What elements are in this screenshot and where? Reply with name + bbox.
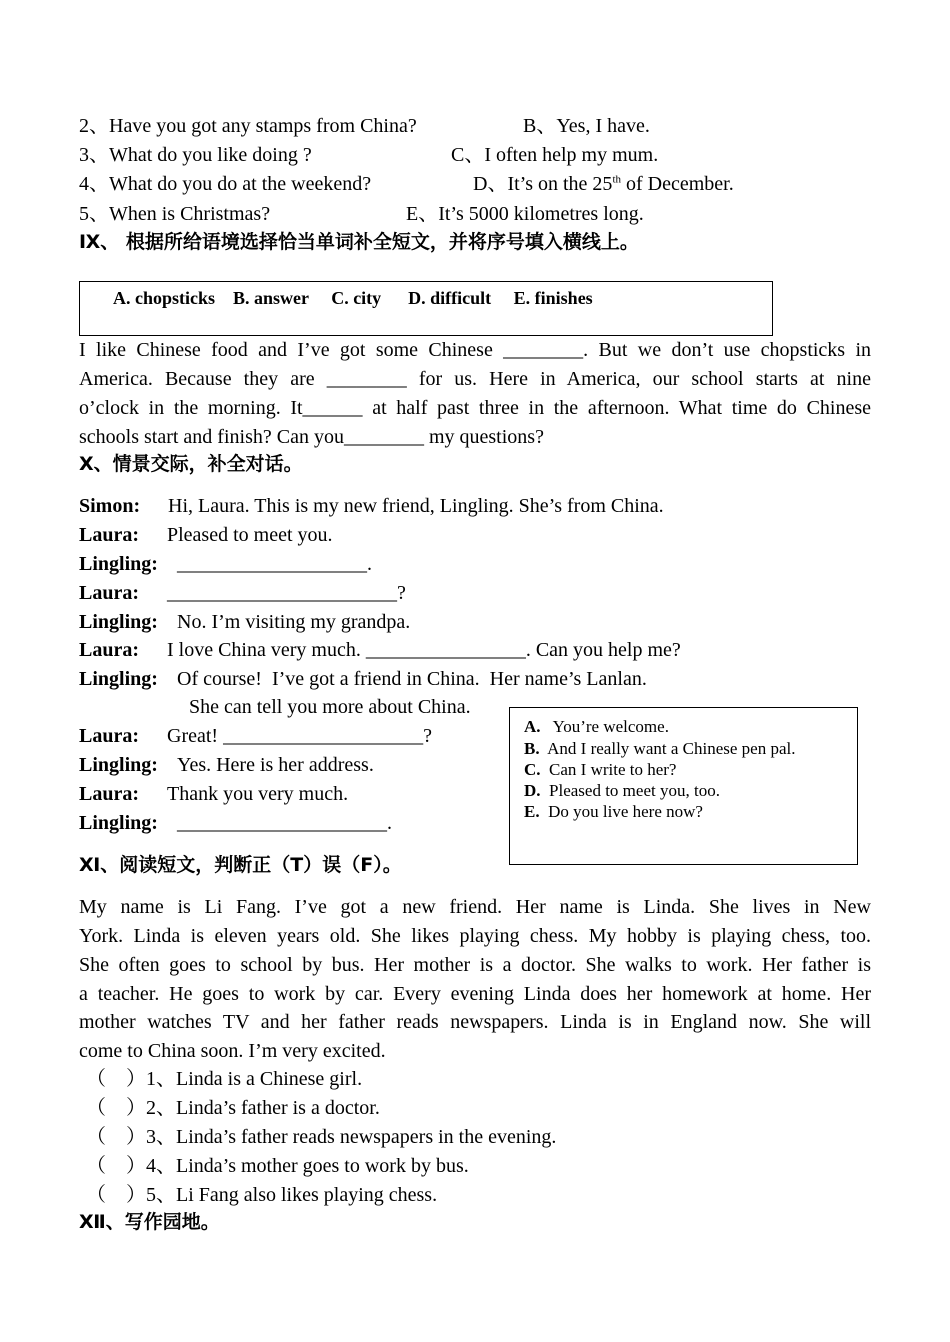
matching-question: 4、What do you do at the weekend? xyxy=(79,173,372,195)
option-item: D. Pleased to meet you, too. xyxy=(524,781,720,800)
tf-statement[interactable]: （ ）5、Li Fang also likes playing chess. xyxy=(86,1184,438,1206)
passage-11-line: York. Linda is eleven years old. She likes playing chess. My hobby is playing chess, too. xyxy=(79,925,871,947)
word-bank: A. chopsticks B. answer C. city D. difficult E. finishes xyxy=(113,288,593,308)
dialogue-speaker: Laura: xyxy=(79,639,139,661)
matching-answer: D、It’s on the 25th of December. xyxy=(473,173,734,195)
dialogue-text: Great! ____________________? xyxy=(167,725,432,747)
dialogue-text: She can tell you more about China. xyxy=(189,696,471,718)
dialogue-speaker: Lingling: xyxy=(79,812,158,834)
passage-11-line: She often goes to school by bus. Her mother is a doctor. She walks to work. Her father is xyxy=(79,954,871,976)
passage-11-line: mother watches TV and her father reads newspapers. Linda is in England now. She will xyxy=(79,1011,871,1033)
dialogue-text: Pleased to meet you. xyxy=(167,524,333,546)
matching-question: 2、Have you got any stamps from China? xyxy=(79,115,417,137)
section-9-heading: Ⅸ、 根据所给语境选择恰当单词补全短文，并将序号填入横线上。 xyxy=(79,231,639,253)
dialogue-speaker: Lingling: xyxy=(79,754,158,776)
matching-question: 5、When is Christmas? xyxy=(79,203,271,225)
option-item: C. Can I write to her? xyxy=(524,760,677,779)
section-12-heading: Ⅻ、写作园地。 xyxy=(79,1211,220,1233)
dialogue-text: Hi, Laura. This is my new friend, Lingling. She’s from China. xyxy=(168,495,664,517)
word-bank-box xyxy=(79,281,773,336)
matching-answer: C、I often help my mum. xyxy=(451,144,659,166)
passage-11-line: My name is Li Fang. I’ve got a new friend. Her name is Linda. She lives in New xyxy=(79,896,871,918)
passage-9-line: America. Because they are ________ for us. Here in America, our school starts at nine xyxy=(79,368,871,390)
passage-9-line: schools start and finish? Can you________ my questions? xyxy=(79,426,544,448)
passage-11-line: a teacher. He goes to work by car. Every evening Linda does her homework at home. Her xyxy=(79,983,871,1005)
section-11-heading: Ⅺ、阅读短文，判断正（T）误（F）。 xyxy=(79,854,402,876)
option-item: E. Do you live here now? xyxy=(524,802,703,821)
matching-question: 3、What do you like doing ? xyxy=(79,144,312,166)
dialogue-speaker: Lingling: xyxy=(79,553,158,575)
dialogue-text: _______________________? xyxy=(167,582,406,604)
dialogue-text: Thank you very much. xyxy=(167,783,349,805)
passage-9-line: I like Chinese food and I’ve got some Chinese ________. But we don’t use chopsticks in xyxy=(79,339,871,361)
dialogue-text: Yes. Here is her address. xyxy=(177,754,374,776)
dialogue-text: I love China very much. ________________. Can you help me? xyxy=(167,639,681,661)
option-item: B. And I really want a Chinese pen pal. xyxy=(524,739,796,758)
dialogue-options-box xyxy=(509,707,858,865)
dialogue-text: Of course! I’ve got a friend in China. Her name’s Lanlan. xyxy=(177,668,647,690)
dialogue-speaker: Lingling: xyxy=(79,611,158,633)
tf-statement[interactable]: （ ）2、Linda’s father is a doctor. xyxy=(86,1097,380,1119)
dialogue-speaker: Laura: xyxy=(79,582,139,604)
dialogue-speaker: Simon: xyxy=(79,495,141,517)
matching-answer: B、Yes, I have. xyxy=(523,115,650,137)
dialogue-text: _____________________. xyxy=(177,812,392,834)
tf-statement[interactable]: （ ）1、Linda is a Chinese girl. xyxy=(86,1068,363,1090)
dialogue-text: ___________________. xyxy=(177,553,372,575)
passage-11-line: come to China soon. I’m very excited. xyxy=(79,1040,386,1062)
tf-statement[interactable]: （ ）3、Linda’s father reads newspapers in the evening. xyxy=(86,1126,557,1148)
dialogue-speaker: Lingling: xyxy=(79,668,158,690)
option-item: A. You’re welcome. xyxy=(524,717,669,736)
passage-9-line: o’clock in the morning. It______ at half past three in the afternoon. What time do Chinese xyxy=(79,397,871,419)
matching-answer: E、It’s 5000 kilometres long. xyxy=(406,203,644,225)
dialogue-text: No. I’m visiting my grandpa. xyxy=(177,611,411,633)
dialogue-speaker: Laura: xyxy=(79,783,139,805)
dialogue-speaker: Laura: xyxy=(79,725,139,747)
tf-statement[interactable]: （ ）4、Linda’s mother goes to work by bus. xyxy=(86,1155,469,1177)
dialogue-speaker: Laura: xyxy=(79,524,139,546)
section-10-heading: Ⅹ、情景交际，补全对话。 xyxy=(79,453,303,475)
